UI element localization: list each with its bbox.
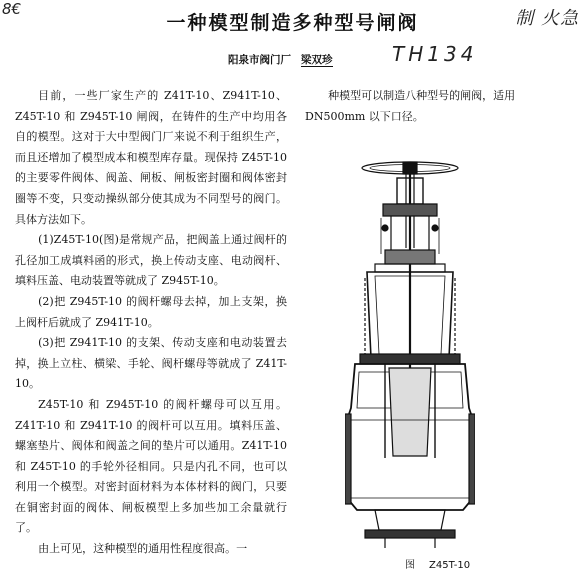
- paragraph: 目前，一些厂家生产的 Z41T-10、Z941T-10、Z45T-10 和 Z945T-10 闸阀，在铸件的生产中均用各自的模型。这对于大中型阀门厂来说不利于组织生产，而且还增加了模型成本和模型库存量。现保持 Z45T-10 的主要零件阀体、阀盖、闸板、闸板密封圈和阀体密封圈等不变，只变动操纵部分使其成为不同型号的阀门。具体方法如下。: [15, 89, 287, 226]
- byline: [228, 52, 333, 67]
- paragraph: 种模型可以制造八种型号的闸阀，适用 DN500mm 以下口径。: [305, 89, 516, 123]
- caption-model: Z45T-10: [429, 560, 471, 571]
- handwheel-icon: [362, 162, 458, 174]
- paragraph: (2)把 Z945T-10 的阀杆螺母去掉，加上支架，换上阀杆后就成了 Z941T-10。: [15, 294, 287, 329]
- paragraph: (3)把 Z941T-10 的支架、传动支座和电动装置去掉，换上立柱、横梁、手轮、阀杆螺母等就成了 Z41T-10。: [15, 336, 287, 391]
- paragraph: 由上可见，这种模型的通用性程度很高。一: [38, 542, 248, 556]
- valve-base: [365, 510, 455, 548]
- right-column: [305, 86, 575, 127]
- handwritten-code: TH134: [392, 42, 478, 66]
- affiliation: 阳泉市阀门厂: [228, 54, 291, 66]
- handwritten-note-top-left: 8€: [2, 0, 22, 18]
- author-name: 梁双珍: [301, 54, 333, 66]
- left-column: [15, 86, 287, 560]
- handwritten-note-top-right: 制 火急: [515, 8, 579, 29]
- gate-valve-drawing: [345, 158, 475, 550]
- caption-prefix: 图: [405, 560, 415, 571]
- article-title: 一种模型制造多种型号闸阀: [166, 12, 419, 34]
- paragraph: Z45T-10 和 Z945T-10 的阀杆螺母可以互用。Z41T-10 和 Z941T-10 的阀杆可以互用。填料压盖、螺塞垫片、阀体和阀盖之间的垫片可以通用。Z41T-10 和 Z45T-10 的手轮外径相同。只是内孔不同，也可以利用一个模型。对密封面材料为本体材料的阀门，只要在铜密封面的阀体、闸板模型上多加些加工余量就行了。: [15, 397, 287, 535]
- figure-caption: [405, 556, 470, 571]
- paragraph: (1)Z45T-10(图)是常规产品，把阀盖上通过阀杆的孔径加工成填料函的形式，换上传动支座、电动阀杆、填料压盖、电动装置等就成了 Z945T-10。: [15, 233, 287, 288]
- valve-body: [345, 364, 475, 510]
